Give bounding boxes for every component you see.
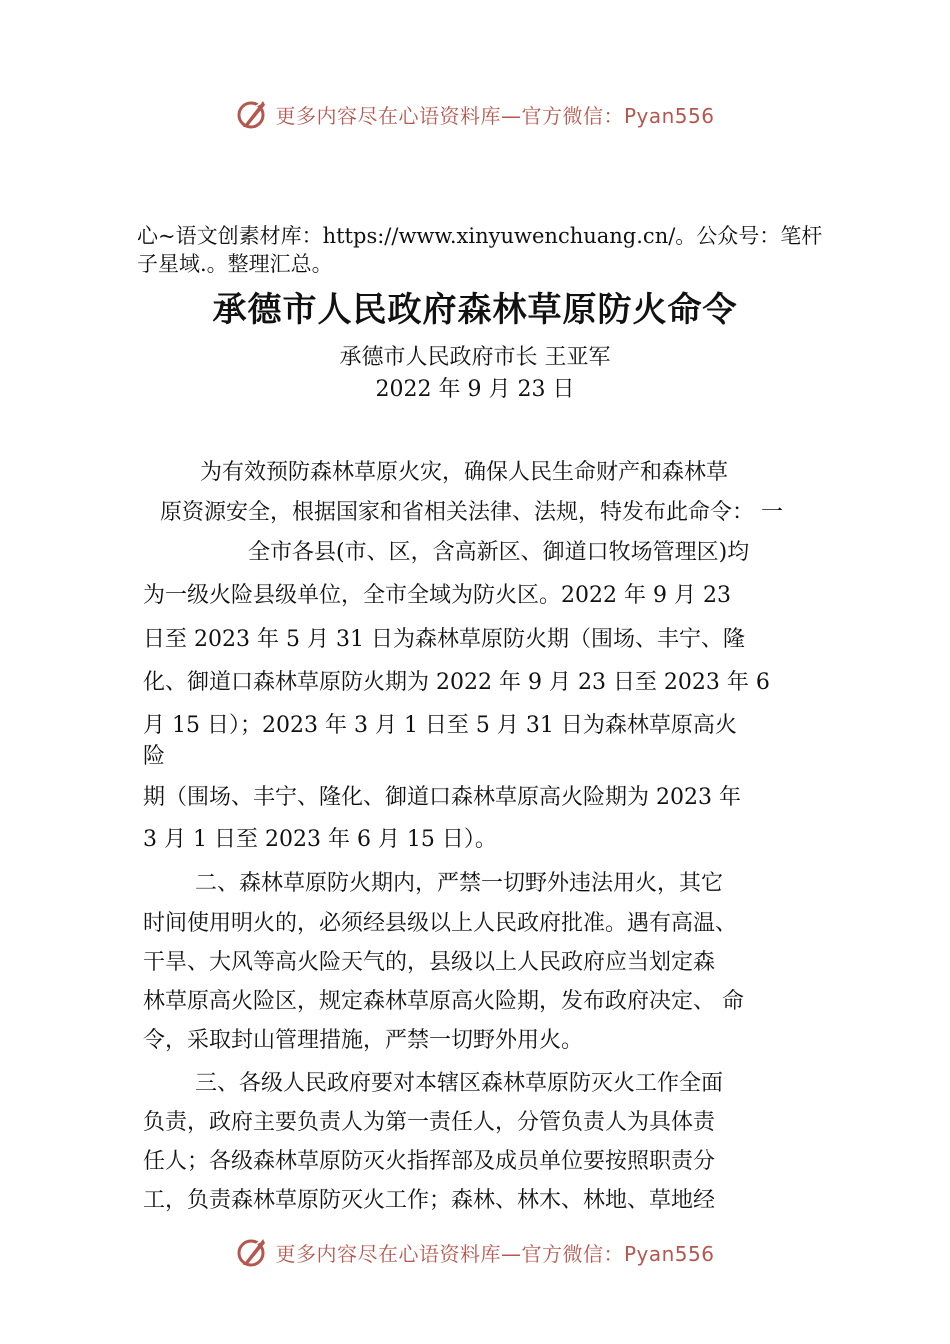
body-line: 时间使用明火的，必须经县级以上人民政府批准。遇有高温、 bbox=[143, 911, 738, 936]
body-line: 令，采取封山管理措施，严禁一切野外用火。 bbox=[143, 1028, 584, 1053]
body-line: 期（围场、丰宁、隆化、御道口森林草原高火险期为 2023 年 bbox=[143, 785, 741, 810]
body-line: 全市各县(市、区，含高新区、御道口牧场管理区)均 bbox=[248, 540, 750, 565]
body-line: 险 bbox=[143, 744, 166, 769]
body-line: 月 15 日）；2023 年 3 月 1 日至 5 月 31 日为森林草原高火 bbox=[143, 713, 737, 738]
body-line: 负责，政府主要负责人为第一责任人，分管负责人为具体责 bbox=[143, 1110, 716, 1135]
body-line: 三、各级人民政府要对本辖区森林草原防灭火工作全面 bbox=[195, 1071, 724, 1096]
watermark-text: 更多内容尽在心语资料库—官方微信：Pyan556 bbox=[275, 103, 715, 128]
body-line: 化、御道口森林草原防火期为 2022 年 9 月 23 日至 2023 年 6 bbox=[143, 670, 770, 695]
body-line: 为有效预防森林草原火灾，确保人民生命财产和森林草 bbox=[200, 460, 729, 485]
source-note: 心~语文创素材库：https://www.xinyuwenchuang.cn/。公众号：笔杆子星域.。整理汇总。 bbox=[137, 224, 823, 276]
body-line: 林草原高火险区，规定森林草原高火险期，发布政府决定、 命 bbox=[143, 989, 744, 1014]
quill-logo-icon bbox=[235, 1235, 269, 1269]
body-line: 3 月 1 日至 2023 年 6 月 15 日）。 bbox=[143, 827, 497, 852]
body-line: 任人；各级森林草原防灭火指挥部及成员单位要按照职责分 bbox=[143, 1149, 716, 1174]
body-line: 为一级火险县级单位，全市全域为防火区。2022 年 9 月 23 bbox=[143, 583, 731, 608]
watermark-text: 更多内容尽在心语资料库—官方微信：Pyan556 bbox=[275, 1241, 715, 1266]
body-line: 干旱、大风等高火险天气的，县级以上人民政府应当划定森 bbox=[143, 950, 716, 975]
document-title: 承德市人民政府森林草原防火命令 bbox=[212, 290, 738, 330]
body-line: 二、森林草原防火期内，严禁一切野外违法用火，其它 bbox=[195, 871, 724, 896]
body-line: 工，负责森林草原防灭火工作；森林、林木、林地、草地经 bbox=[143, 1188, 716, 1213]
document-signer: 承德市人民政府市长 王亚军 bbox=[339, 345, 611, 370]
watermark-banner-top bbox=[0, 92, 950, 136]
quill-logo-icon bbox=[235, 97, 269, 131]
body-line: 日至 2023 年 5 月 31 日为森林草原防火期（围场、丰宁、隆 bbox=[143, 627, 745, 652]
watermark-banner-bottom bbox=[0, 1230, 950, 1274]
body-line: 原资源安全，根据国家和省相关法律、法规，特发布此命令： 一 bbox=[160, 500, 783, 525]
document-date: 2022 年 9 月 23 日 bbox=[375, 377, 575, 402]
